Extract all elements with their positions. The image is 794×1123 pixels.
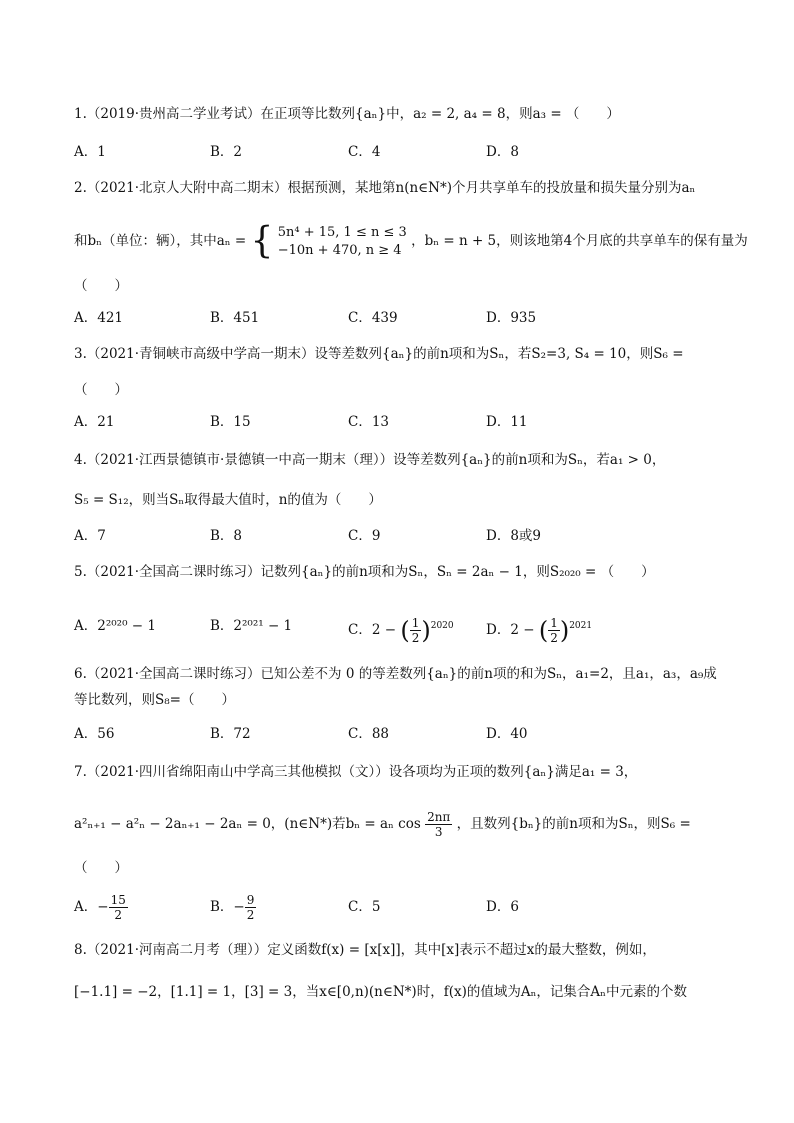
q7-options — [74, 888, 734, 926]
q5-option-c-pre: C．2 − — [348, 622, 397, 638]
q5-options — [74, 608, 734, 644]
q5-option-a: A．2²⁰²⁰ − 1 — [74, 618, 156, 634]
q6-options — [74, 724, 734, 744]
q5-option-c: C．2 − ( $\frac{1}{2}$ )$^{2020}$ — [348, 616, 454, 645]
q3-option-c: C．13 — [348, 414, 390, 430]
q6-line2: 等比数列，则S₈=（ ） — [74, 692, 235, 708]
q6-option-d: D．40 — [486, 726, 528, 742]
q5-option-d-fraction: $\frac{1}{2}$ — [550, 616, 558, 645]
q2-line2-pre: 和bₙ（单位：辆），其中aₙ = — [74, 233, 247, 249]
q2-piecewise — [278, 224, 407, 260]
q2-brace: { — [250, 220, 274, 262]
q2-option-b: B．451 — [210, 310, 260, 326]
q2-line3: （ ） — [74, 278, 128, 294]
q2-line1: 2.（2021·北京人大附中高二期末）根据预测，某地第n(n∈N*)个月共享单车的投放量和损失量分别为aₙ — [74, 180, 696, 196]
q4-option-c: C．9 — [348, 528, 381, 544]
q3-option-b: B．15 — [210, 414, 251, 430]
q7-option-b-fraction: $\frac{9}{2}$ — [246, 893, 255, 922]
q4-options — [74, 526, 734, 546]
q3-options — [74, 412, 734, 432]
q1-option-a: A．1 — [74, 144, 106, 160]
q5-option-d: D．2 − ( $\frac{1}{2}$ )$^{2021}$ — [486, 616, 593, 645]
q6-option-b: B．72 — [210, 726, 251, 742]
q8-line1: 8.（2021·河南高二月考（理））定义函数f(x) = [x[x]]，其中[x]表示不超过x的最大整数，例如， — [74, 942, 656, 958]
q7-option-d: D．6 — [486, 899, 519, 915]
q7-line3: （ ） — [74, 860, 128, 876]
q4-line2: S₅ = S₁₂，则当Sₙ取得最大值时，n的值为（ ） — [74, 492, 382, 508]
q2-option-a: A．421 — [74, 310, 124, 326]
q7-option-c: C．5 — [348, 899, 381, 915]
q7-option-a-fraction: $\frac{15}{2}$ — [110, 893, 126, 922]
q2-option-d: D．935 — [486, 310, 537, 326]
q2-case1: 5n⁴ + 15, 1 ≤ n ≤ 3 — [277, 224, 407, 240]
q2-case2: −10n + 470, n ≥ 4 — [277, 242, 402, 258]
q3-option-d: D．11 — [486, 414, 528, 430]
q5-option-d-pre: D．2 − — [486, 622, 535, 638]
q2-line2-post: ，bₙ = n + 5，则该地第4个月底的共享单车的保有量为 — [411, 233, 748, 249]
q6-line1: 6.（2021·全国高二课时练习）已知公差不为 0 的等差数列{aₙ}的前n项的和为Sₙ，a₁=2，且a₁，a₃，a₉成 — [74, 666, 717, 682]
q5-line1: 5.（2021·全国高二课时练习）记数列{aₙ}的前n项和为Sₙ，Sₙ = 2aₙ − 1，则S₂₀₂₀ = （ ） — [74, 564, 655, 580]
q7-option-b: B．− $\frac{9}{2}$ — [210, 893, 255, 922]
q7-line2 — [74, 804, 691, 844]
q4-option-a: A．7 — [74, 528, 106, 544]
q1-stem: 1.（2019·贵州高二学业考试）在正项等比数列{aₙ}中，a₂ = 2, a₄ = 8，则a₃ = （ ） — [74, 106, 620, 122]
q6-option-a: A．56 — [74, 726, 115, 742]
q8-line2: [−1.1] = −2，[1.1] = 1，[3] = 3，当x∈[0,n)(n∈N*)时，f(x)的值域为Aₙ，记集合Aₙ中元素的个数 — [74, 984, 688, 1000]
q2-option-c: C．439 — [348, 310, 398, 326]
q5-option-c-exp: 2020 — [430, 621, 454, 631]
q7-line2-pre: a²ₙ₊₁ − a²ₙ − 2aₙ₊₁ − 2aₙ = 0，(n∈N*)若bₙ = aₙ cos — [74, 816, 421, 832]
q1-option-b: B．2 — [210, 144, 243, 160]
q7-cos-fraction: $\frac{2n\pi}{3}$ — [427, 810, 451, 839]
q6-option-c: C．88 — [348, 726, 390, 742]
q1-options — [74, 142, 734, 162]
q5-option-c-fraction: $\frac{1}{2}$ — [411, 616, 420, 645]
q4-option-d: D．8或9 — [486, 528, 542, 544]
q5-option-b: B．2²⁰²¹ − 1 — [210, 618, 293, 634]
q1-option-c: C．4 — [348, 144, 381, 160]
q3-line1: 3.（2021·青铜峡市高级中学高一期末）设等差数列{aₙ}的前n项和为Sₙ，若S₂=3, S₄ = 10，则S₆ = — [74, 346, 684, 362]
q7-line2-post: ，且数列{bₙ}的前n项和为Sₙ，则S₆ = — [456, 816, 691, 832]
q7-option-a: A．− $\frac{15}{2}$ — [74, 893, 126, 922]
q3-option-a: A．21 — [74, 414, 115, 430]
q4-option-b: B．8 — [210, 528, 243, 544]
q7-line1: 7.（2021·四川省绵阳南山中学高三其他模拟（文））设各项均为正项的数列{aₙ}满足a₁ = 3， — [74, 764, 638, 780]
q4-line1: 4.（2021·江西景德镇市·景德镇一中高一期末（理））设等差数列{aₙ}的前n项和为Sₙ，若a₁ > 0， — [74, 452, 666, 468]
q5-option-d-exp: 2021 — [569, 621, 593, 631]
q2-line2 — [74, 220, 748, 262]
q3-line2: （ ） — [74, 382, 128, 398]
q1-option-d: D．8 — [486, 144, 519, 160]
q2-options — [74, 308, 734, 328]
